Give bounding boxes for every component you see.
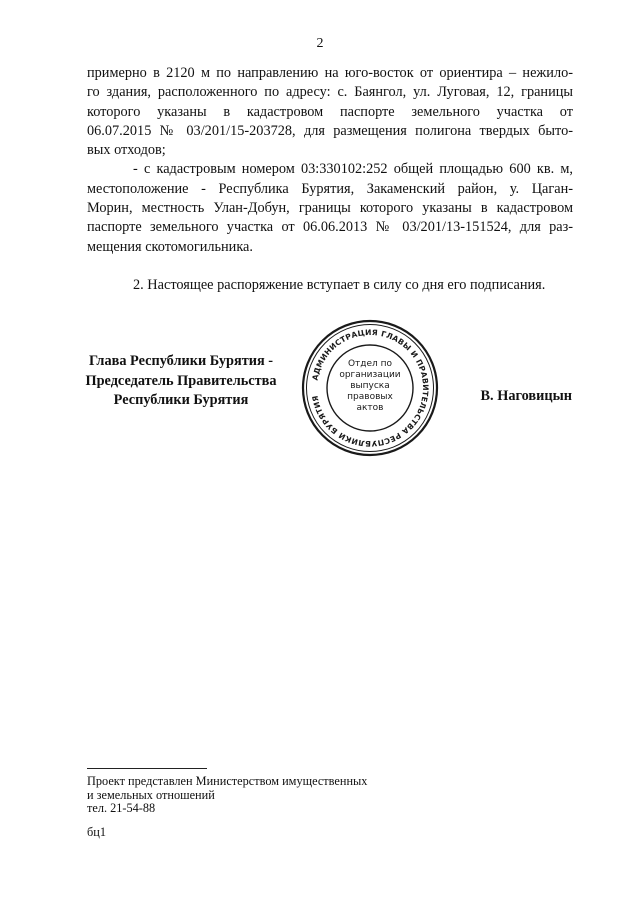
official-stamp <box>300 318 440 458</box>
footnote <box>87 775 367 816</box>
page-number: 2 <box>316 36 324 51</box>
signatory-title-line: Глава Республики Бурятия - <box>88 353 274 369</box>
effective-clause: 2. Настоящее распоряжение вступает в силу со дня его подписания. <box>133 276 546 293</box>
body-line: го здания, расположенного по адресу: с. Баянгол, ул. Луговая, 12, границы <box>87 84 573 101</box>
body-line: Морин, местность Улан-Добун, границы которого указаны в кадастровом <box>87 200 573 217</box>
stamp-center-line: актов <box>356 403 384 413</box>
stamp-ring-text: АДМИНИСТРАЦИЯ ГЛАВЫ И ПРАВИТЕЛЬСТВА РЕСПУБЛИКИ БУРЯТИЯ <box>310 327 431 449</box>
body-line: вых отходов; <box>87 142 166 159</box>
document-code: бц1 <box>87 825 106 839</box>
stamp-center-line: Отдел по <box>347 359 393 369</box>
signatory-title-line: Председатель Правительства <box>85 372 277 389</box>
body-line: примерно в 2120 м по направлению на юго-восток от ориентира – нежило- <box>87 65 573 81</box>
footnote-line: Проект представлен Министерством имущественных <box>87 774 368 788</box>
body-line: - с кадастровым номером 03:330102:252 общей площадью 600 кв. м, <box>133 161 573 178</box>
body-text <box>87 64 573 295</box>
body-line: местоположение - Республика Бурятия, Закаменский район, у. Цаган- <box>87 180 573 197</box>
stamp-center-line: выпуска <box>350 381 390 391</box>
body-line: паспорте земельного участка от 06.06.2013 № 03/201/13-151524, для раз- <box>87 219 573 236</box>
stamp-center-text <box>339 359 400 413</box>
signatory-title-line: Республики Бурятия <box>113 392 249 408</box>
body-line: 06.07.2015 № 03/201/15-203728, для размещения полигона твердых быто- <box>87 122 573 139</box>
footnote-phone: тел. 21-54-88 <box>87 801 156 816</box>
signatory-title <box>80 352 282 411</box>
body-line: которого указаны в кадастровом паспорте земельного участка от <box>87 103 573 120</box>
body-line: мещения скотомогильника. <box>87 238 253 255</box>
stamp-center-line: организации <box>339 370 401 380</box>
footnote-line: и земельных отношений <box>87 787 215 802</box>
footnote-divider <box>87 768 207 769</box>
stamp-center-line: правовых <box>347 392 393 402</box>
paragraph-spacer <box>87 257 573 276</box>
signatory-name: В. Наговицын <box>480 388 572 404</box>
